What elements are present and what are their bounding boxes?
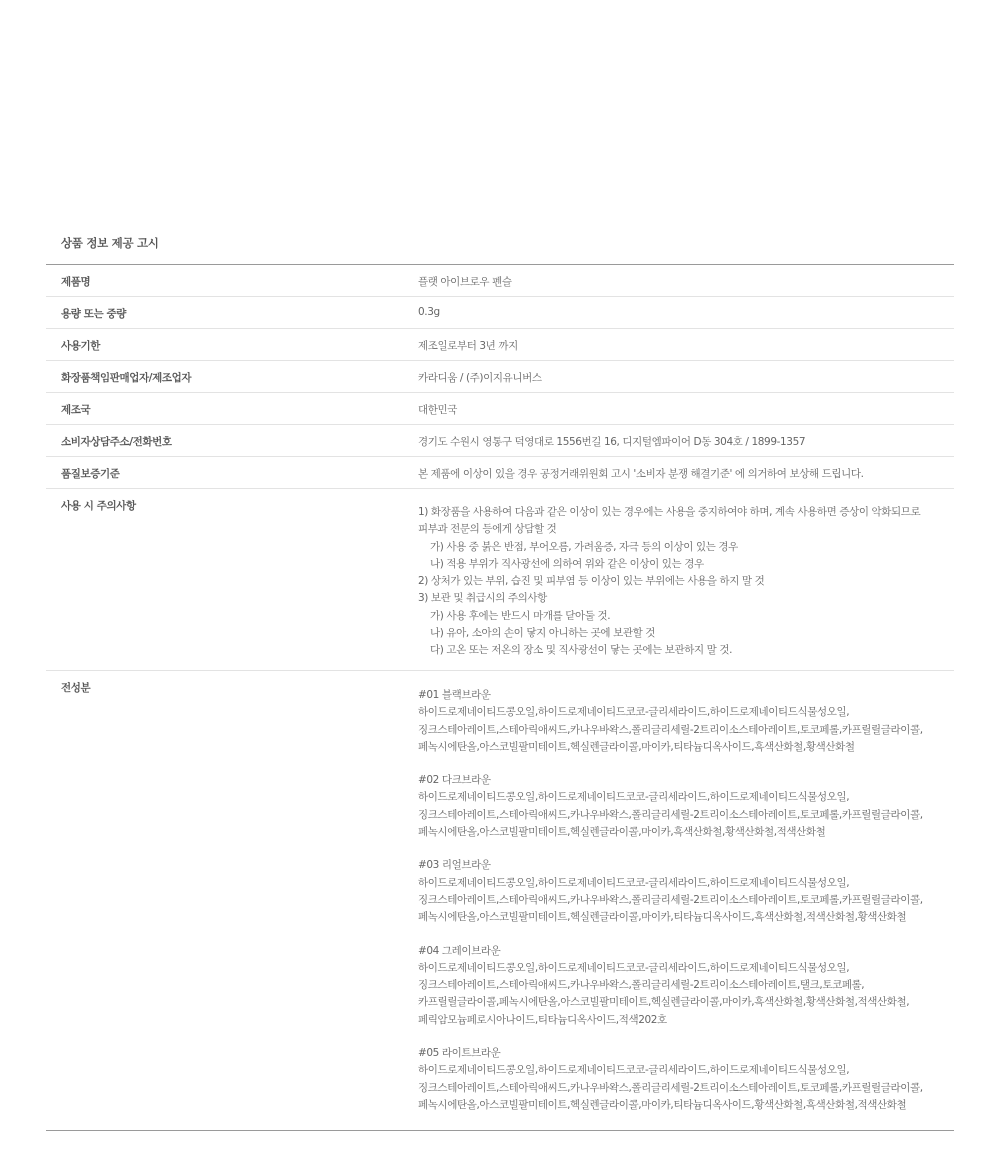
caution-line: 1) 화장품을 사용하여 다음과 같은 이상이 있는 경우에는 사용을 중지하여야 하며, 계속 사용하면 증상이 악화되므로 [418,506,921,518]
ingredient-line: 페녹시에탄올,아스코빌팔미테이트,헥실렌글라이콜,마이카,흑색산화철,황색산화철,적색산화철 [418,826,826,839]
notice-title: 상품 정보 제공 고시 [46,232,954,265]
row-value-expiry: 제조일로부터 3년 까지 [418,329,954,361]
ingredient-group-name: #03 리얼브라운 [418,859,491,872]
ingredient-line: 징크스테아레이트,스테아릭애씨드,카나우바왁스,폴리글리세릴-2트리이소스테아레이트,토코페롤,카프릴릴글라이콜, [418,1081,923,1094]
ingredient-group [418,687,954,756]
row-label-manufacturer: 화장품책임판매업자/제조업자 [46,361,418,393]
ingredient-group [418,857,954,926]
ingredient-line: 징크스테아레이트,스테아릭애씨드,카나우바왁스,폴리글리세릴-2트리이소스테아레이트,토코페롤,카프릴릴글라이콜, [418,808,923,821]
product-info-table [46,265,954,1131]
row-value-product-name: 플랫 아이브로우 펜슬 [418,265,954,297]
caution-line: 나) 유아, 소아의 손이 닿지 아니하는 곳에 보관할 것 [430,627,655,640]
product-info-notice [46,232,954,1131]
table-row [46,329,954,361]
ingredient-line: 페녹시에탄올,아스코빌팔미테이트,헥실렌글라이콜,마이카,티타늄디옥사이드,흑색산화철,적색산화철,황색산화철 [418,911,907,924]
ingredient-line: 페녹시에탄올,아스코빌팔미테이트,헥실렌글라이콜,마이카,티타늄디옥사이드,흑색산화철,황색산화철 [418,740,855,753]
row-value-quality: 본 제품에 이상이 있을 경우 공정거래위원회 고시 '소비자 분쟁 해결기준' 에 의거하여 보상해 드립니다. [418,457,954,489]
ingredient-group [418,1045,954,1114]
table-row [46,361,954,393]
ingredient-line: 징크스테아레이트,스테아릭애씨드,카나우바왁스,폴리글리세릴-2트리이소스테아레이트,토코페롤,카프릴릴글라이콜, [418,893,923,906]
row-label-product-name: 제품명 [46,265,418,297]
ingredient-line: 카프릴릴글라이콜,페녹시에탄올,아스코빌팔미테이트,헥실렌글라이콜,마이카,흑색산화철,황색산화철,적색산화철, [418,996,910,1009]
row-value-volume: 0.3g [418,297,954,329]
row-label-ingredients: 전성분 [46,671,418,1131]
table-row [46,425,954,457]
row-label-country: 제조국 [46,393,418,425]
ingredient-line: 하이드로제네이티드콩오일,하이드로제네이티드코코-글리세라이드,하이드로제네이티드식물성오일, [418,961,850,974]
ingredient-line: 징크스테아레이트,스테아릭애씨드,카나우바왁스,폴리글리세릴-2트리이소스테아레이트,탤크,토코페롤, [418,979,865,992]
table-row [46,393,954,425]
table-row [46,671,954,1131]
ingredient-group-name: #02 다크브라운 [418,774,491,787]
ingredient-line: 징크스테아레이트,스테아릭애씨드,카나우바왁스,폴리글리세릴-2트리이소스테아레이트,토코페롤,카프릴릴글라이콜, [418,723,923,736]
ingredient-group-name: #01 블랙브라운 [418,689,491,701]
caution-line: 2) 상처가 있는 부위, 습진 및 피부염 등 이상이 있는 부위에는 사용을 하지 말 것 [418,575,765,588]
table-row [46,265,954,297]
row-value-ingredients [418,671,954,1131]
ingredient-line: 하이드로제네이티드콩오일,하이드로제네이티드코코-글리세라이드,하이드로제네이티드식물성오일, [418,706,850,719]
caution-line: 3) 보관 및 취급시의 주의사항 [418,592,547,605]
caution-line: 다) 고온 또는 저온의 장소 및 직사광선이 닿는 곳에는 보관하지 말 것. [430,644,733,657]
ingredient-line: 페녹시에탄올,아스코빌팔미테이트,헥실렌글라이콜,마이카,티타늄디옥사이드,황색산화철,흑색산화철,적색산화철 [418,1098,907,1111]
row-value-caution [418,489,954,671]
ingredient-line: 하이드로제네이티드콩오일,하이드로제네이티드코코-글리세라이드,하이드로제네이티드식물성오일, [418,876,850,889]
ingredient-group [418,943,954,1029]
ingredient-group-name: #04 그레이브라운 [418,944,501,957]
row-label-volume: 용량 또는 중량 [46,297,418,329]
caution-line: 나) 적용 부위가 직사광선에 의하여 위와 같은 이상이 있는 경우 [430,557,704,570]
ingredient-line: 페릭암모늄페로시아나이드,티타늄디옥사이드,적색202호 [418,1013,667,1026]
row-label-caution: 사용 시 주의사항 [46,489,418,671]
ingredient-group [418,772,954,841]
table-row [46,457,954,489]
ingredient-line: 하이드로제네이티드콩오일,하이드로제네이티드코코-글리세라이드,하이드로제네이티드식물성오일, [418,791,850,804]
ingredient-line: 하이드로제네이티드콩오일,하이드로제네이티드코코-글리세라이드,하이드로제네이티드식물성오일, [418,1064,850,1077]
row-label-expiry: 사용기한 [46,329,418,361]
caution-line: 가) 사용 중 붉은 반점, 부어오름, 가려움증, 자극 등의 이상이 있는 경우 [430,540,738,553]
table-row [46,489,954,671]
row-label-contact: 소비자상담주소/전화번호 [46,425,418,457]
row-value-manufacturer: 카라디움 / (주)이지유니버스 [418,361,954,393]
caution-line: 가) 사용 후에는 반드시 마개를 닫아둘 것. [430,609,611,622]
caution-line: 피부과 전문의 등에게 상담할 것 [418,523,557,536]
row-value-contact: 경기도 수원시 영통구 덕영대로 1556번길 16, 디지털엠파이어 D동 304호 / 1899-1357 [418,425,954,457]
ingredient-group-name: #05 라이트브라운 [418,1047,501,1060]
row-label-quality: 품질보증기준 [46,457,418,489]
row-value-country: 대한민국 [418,393,954,425]
table-row [46,297,954,329]
